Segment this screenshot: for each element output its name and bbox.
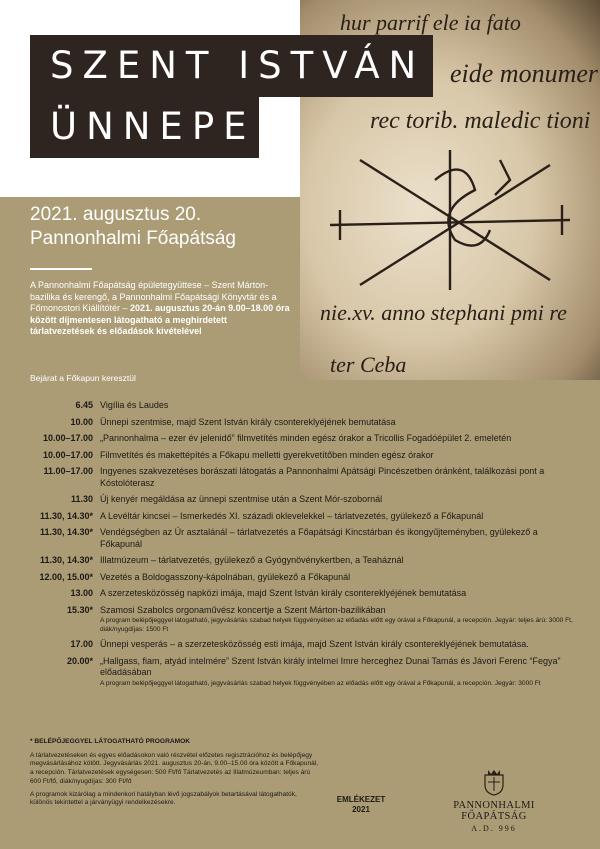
abbey-crest-icon (479, 767, 509, 797)
schedule-row (30, 433, 590, 445)
schedule-desc (100, 494, 582, 506)
script-line-1: hur parrif ele ia fato (340, 10, 521, 35)
schedule-text: Szamosi Szabolcs orgonaművész koncertje a Szent Márton-bazilikában (100, 604, 386, 615)
memory-year: 2021 (352, 805, 370, 814)
schedule-text: Ünnepi vesperás – a szerzetesközösség esti imája, majd Szent István király csontereklyéjének bemutatása. (100, 639, 529, 650)
event-date: 2021. augusztus 20. (30, 204, 202, 225)
title-line-2: ÜNNEPE (30, 96, 259, 158)
schedule-note: A program belépőjeggyel látogatható, jegyvásárlás szabad helyek függvényében az előadás előtt egy órával a Főkapunál, a recepción. Jegyár: teljes árú: 3000 Ft, diák/nyugdíjas: 1500 Ft (100, 617, 573, 633)
footnote-tickets: A tárlatvezetéseken és egyes előadásokon való részvétel előzetes regisztrációhoz és belépőjegy megvásárlásához kötött. Jegyvásárlás 2021. augusztus 20-án, 9.00–15.00 óra között a Főkapunál, a recepción. Tárlatvezetések egységesen: 500 Ft/fő Tárlatvezetés az Illatmúzeumban: teljes árú 600 Ft/fő, diák/nyugdíjas: 300 Ft/fő (30, 751, 319, 785)
schedule-text: Filmvetítés és makettépítés a Főkapu melletti gyerekvetítőben minden egész órakor (100, 449, 434, 460)
schedule-text: Új kenyér megáldása az ünnepi szentmise után a Szent Mór-szobornál (100, 494, 383, 504)
schedule-text: Ünnepi szentmise, majd Szent István király csontereklyéjének bemutatása (100, 416, 396, 427)
intro-plain: A Pannonhalmi Főapátság épületegyüttese – Szent Márton-bazilika és kerengő, a Pannonhalmi Főapátsági Könyvtár és a Főmonostori Kiállítótér – (30, 280, 277, 314)
schedule-row (30, 466, 590, 489)
schedule-text: A Levéltár kincsei – Ismerkedés XI. századi oklevelekkel – tárlatvezetés, gyülekező a Főkapunál (100, 510, 484, 521)
monogram-icon (330, 150, 570, 290)
intro-text (30, 280, 292, 338)
schedule-row (30, 494, 590, 506)
schedule-time: 13.00 (70, 588, 93, 598)
schedule-text: A szerzetesközösség napközi imája, majd Szent István király csontereklyéjének bemutatása (100, 588, 467, 598)
abbey-date: A.D. 996 (471, 824, 517, 833)
title-line-1: SZENT ISTVÁN (30, 35, 433, 97)
schedule-desc (100, 466, 582, 489)
schedule-time: 10.00 (70, 416, 93, 427)
schedule-time: 6.45 (75, 400, 93, 410)
abbey-name: PANNONHALMI FŐAPÁTSÁG (453, 800, 535, 822)
schedule-time: 11.30, 14.30* (39, 555, 93, 565)
schedule-time: 20.00* (66, 655, 93, 666)
schedule-text: „Hallgass, fiam, atyád intelmére” Szent István király intelmei Imre herceghez Dunai Tamás és Jávori Ferenc “Fegya” előadásában (100, 655, 561, 678)
script-line-2: eide monumer (450, 59, 599, 88)
footnote (30, 738, 320, 812)
schedule-time: 11.30, 14.30* (39, 510, 93, 521)
schedule-row (30, 588, 590, 600)
schedule-text: Vezetés a Boldogasszony-kápolnában, gyülekező a Főkapunál (100, 571, 351, 582)
schedule-text: Illatmúzeum – tárlatvezetés, gyülekező a Gyógynövénykertben, a Teaháznál (100, 555, 404, 565)
schedule-row (30, 450, 590, 462)
schedule-time: 11.00–17.00 (43, 466, 93, 476)
footnote-title: * BELÉPŐJEGGYEL LÁTOGATHATÓ PROGRAMOK (30, 738, 190, 745)
schedule-desc (100, 656, 582, 689)
script-line-4: nie.xv. anno stephani pmi re (320, 300, 567, 325)
schedule-time: 17.00 (70, 639, 93, 650)
schedule-note: A program belépőjeggyel látogatható, jegyvásárlás szabad helyek függvényében az előadás előtt egy órával a Főkapunál, a recepción. Jegyár: 3000 Ft (100, 679, 541, 687)
schedule-row (30, 511, 590, 523)
schedule-row (30, 639, 590, 651)
schedule-text: Vigília és Laudes (100, 400, 169, 410)
footnote-rules: A programok kizárólag a mindenkori hatályban lévő jogszabályok betartásával látogathatók, különös tekintettel a járványügyi rendelkezésekre. (30, 790, 297, 807)
event-venue: Pannonhalmi Főapátság (30, 228, 236, 249)
schedule-list (30, 400, 590, 693)
schedule-text: Ingyenes szakvezetéses borászati látogatás a Pannonhalmi Apátsági Pincészetben óránként, találkozási pont a Kóstolóterasz (100, 466, 545, 488)
memory-word: EMLÉKEZET (336, 795, 386, 804)
schedule-time: 10.00–17.00 (42, 433, 93, 443)
schedule-row (30, 417, 590, 429)
schedule-time: 11.30, 14.30* (39, 527, 93, 537)
schedule-desc (100, 588, 582, 600)
entrance-note: Bejárat a Főkapun keresztül (30, 373, 136, 383)
schedule-time: 10.00–17.00 (42, 449, 93, 460)
schedule-row (30, 605, 590, 635)
schedule-desc (100, 511, 582, 523)
schedule-desc (100, 450, 582, 462)
divider (30, 268, 92, 270)
schedule-desc (100, 400, 582, 412)
schedule-row (30, 656, 590, 689)
script-line-3: rec torib. maledic tioni (370, 108, 591, 134)
schedule-time: 12.00, 15.00* (39, 571, 93, 582)
schedule-desc (100, 572, 582, 584)
memory-logo (336, 795, 386, 815)
abbey-logo (419, 767, 569, 833)
schedule-desc (100, 639, 582, 651)
intro-bold: 2021. augusztus 20-án 9.00–18.00 óra között díjmentesen látogatható a meghirdetett tárlatvezetések és előadások kivételével (30, 303, 290, 337)
schedule-desc (100, 527, 582, 550)
schedule-row (30, 555, 590, 567)
schedule-row (30, 527, 590, 550)
schedule-desc (100, 417, 582, 429)
schedule-time: 15.30* (66, 604, 93, 615)
schedule-text: „Pannonhalma – ezer év jelenidő” filmvetítés minden egész órakor a Tricollis Fogadóépület 2. emeletén (100, 433, 512, 443)
event-date-venue (30, 203, 236, 251)
schedule-desc (100, 433, 582, 445)
script-line-5: ter Ceba (330, 352, 407, 377)
schedule-row (30, 572, 590, 584)
schedule-time: 11.30 (70, 494, 93, 504)
schedule-desc (100, 555, 582, 567)
schedule-text: Vendégségben az Úr asztalánál – tárlatvezetés a Főapátsági Kincstárban és ikongyűjteményben, gyülekező a Főkapunál (100, 527, 538, 549)
schedule-desc (100, 605, 582, 635)
schedule-row (30, 400, 590, 412)
